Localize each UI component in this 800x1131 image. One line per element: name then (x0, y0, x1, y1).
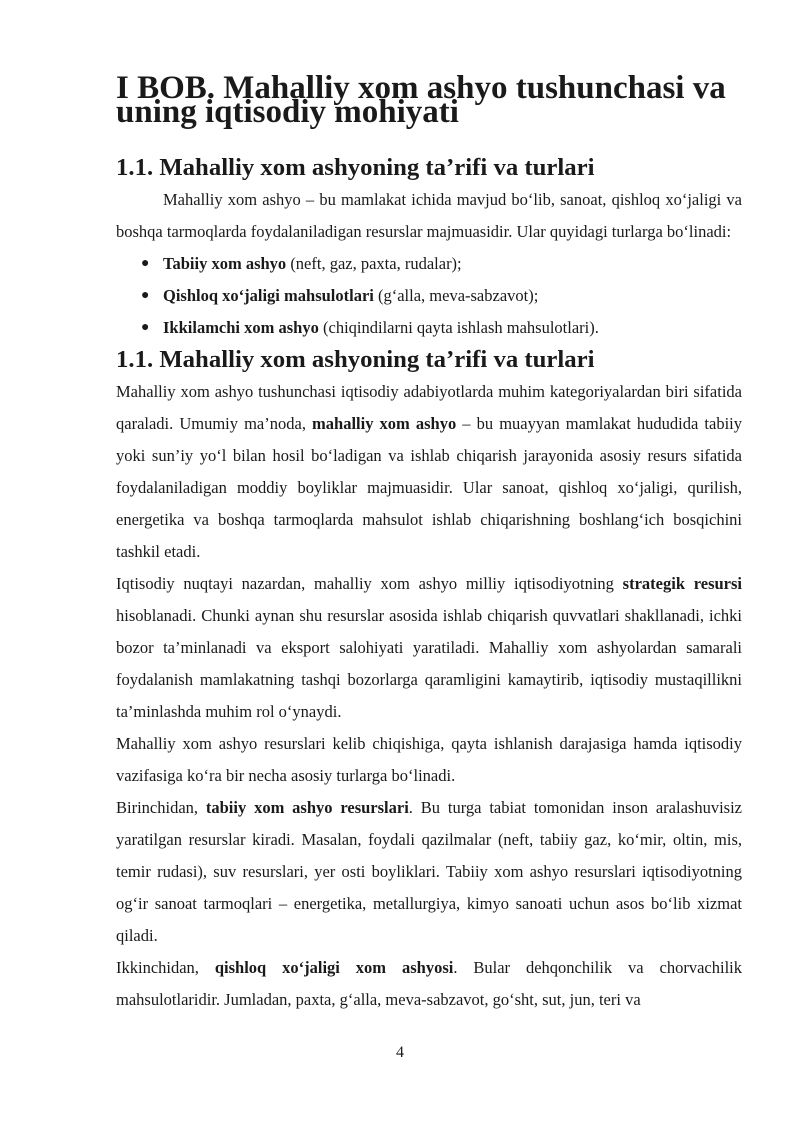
list-item (116, 312, 742, 344)
list-item-term: Tabiiy xom ashyo (163, 254, 287, 273)
list-item (116, 280, 742, 312)
bullet-icon: ● (141, 288, 150, 303)
list-item-text: (chiqindilarni qayta ishlash mahsulotlari). (318, 318, 599, 337)
chapter-title: I BOB. Mahalliy xom ashyo tushunchasi va uning iqtisodiy mohiyati (116, 70, 726, 130)
list-item-text: (g‘alla, meva-sabzavot); (373, 286, 539, 305)
list-item (116, 248, 742, 280)
bullet-icon: ● (141, 256, 150, 271)
paragraph-definition: Mahalliy xom ashyo tushunchasi iqtisodiy adabiyotlarda muhim kategoriyalardan biri sifatida qaraladi. Umumiy ma’noda, mahalliy xom ashyo – bu muayyan mamlakat hududida tabiiy yoki sun’iy yo‘l bilan hosil bo‘ladigan va ishlab chiqarish jarayonida asosiy resurs sifatida foydalaniladigan moddiy boyliklar majmuasidir. Ular sanoat, qishloq xo‘jaligi, qurilish, energetika va boshqa tarmoqlarda mahsulot ishlab chiqarishning boshlang‘ich bosqichini tashkil etadi. (116, 382, 742, 561)
bullet-icon: ● (141, 320, 150, 335)
paragraph-natural-resources: Birinchidan, tabiiy xom ashyo resurslari. Bu turga tabiat tomonidan inson aralashuvisiz yaratilgan resurslar kiradi. Masalan, foydali qazilmalar (neft, tabiiy gaz, ko‘mir, oltin, mis, temir rudasi), suv resurslari, yer osti boyliklari. Tabiiy xom ashyo resurslari iqtisodiyotning og‘ir sanoat tarmoqlari – energetika, metallurgiya, kimyo sanoati uchun asos bo‘lib xizmat qiladi. (116, 798, 742, 945)
intro-paragraph: Mahalliy xom ashyo – bu mamlakat ichida mavjud bo‘lib, sanoat, qishloq xo‘jaligi va boshqa tarmoqlarda foydalaniladigan resurslar majmuasidir. Ular quyidagi turlarga bo‘linadi: (116, 190, 742, 241)
page-number: 4 (396, 1044, 404, 1061)
paragraph-strategic-resource: Iqtisodiy nuqtayi nazardan, mahalliy xom ashyo milliy iqtisodiyotning strategik resursi hisoblanadi. Chunki aynan shu resurslar asosida ishlab chiqarish quvvatlari shakllanadi, ichki bozor ta’minlanadi va eksport salohiyati yaratiladi. Mahalliy xom ashyolardan samarali foydalanish mamlakatning tashqi bozorlarga qaramligini kamaytirib, iqtisodiy mustaqillikni ta’minlashda muhim rol o‘ynaydi. (116, 574, 743, 721)
page-content (116, 70, 743, 1016)
list-item-term: Ikkilamchi xom ashyo (163, 318, 319, 337)
paragraph-agricultural-resources: Ikkinchidan, qishloq xo‘jaligi xom ashyosi. Bular dehqonchilik va chorvachilik mahsulotlaridir. Jumladan, paxta, g‘alla, meva-sabzavot, go‘sht, sut, jun, teri va (116, 958, 742, 1009)
paragraph-classification: Mahalliy xom ashyo resurslari kelib chiqishiga, qayta ishlanish darajasiga hamda iqtisodiy vazifasiga ko‘ra bir necha asosiy turlarga bo‘linadi. (116, 734, 742, 785)
section-title-repeat: 1.1. Mahalliy xom ashyoning ta’rifi va turlari (116, 346, 595, 373)
section-title: 1.1. Mahalliy xom ashyoning ta’rifi va turlari (116, 154, 595, 181)
list-item-text: (neft, gaz, paxta, rudalar); (286, 254, 462, 273)
xom-ashyo-types-list (116, 248, 742, 344)
list-item-term: Qishloq xo‘jaligi mahsulotlari (163, 286, 374, 305)
